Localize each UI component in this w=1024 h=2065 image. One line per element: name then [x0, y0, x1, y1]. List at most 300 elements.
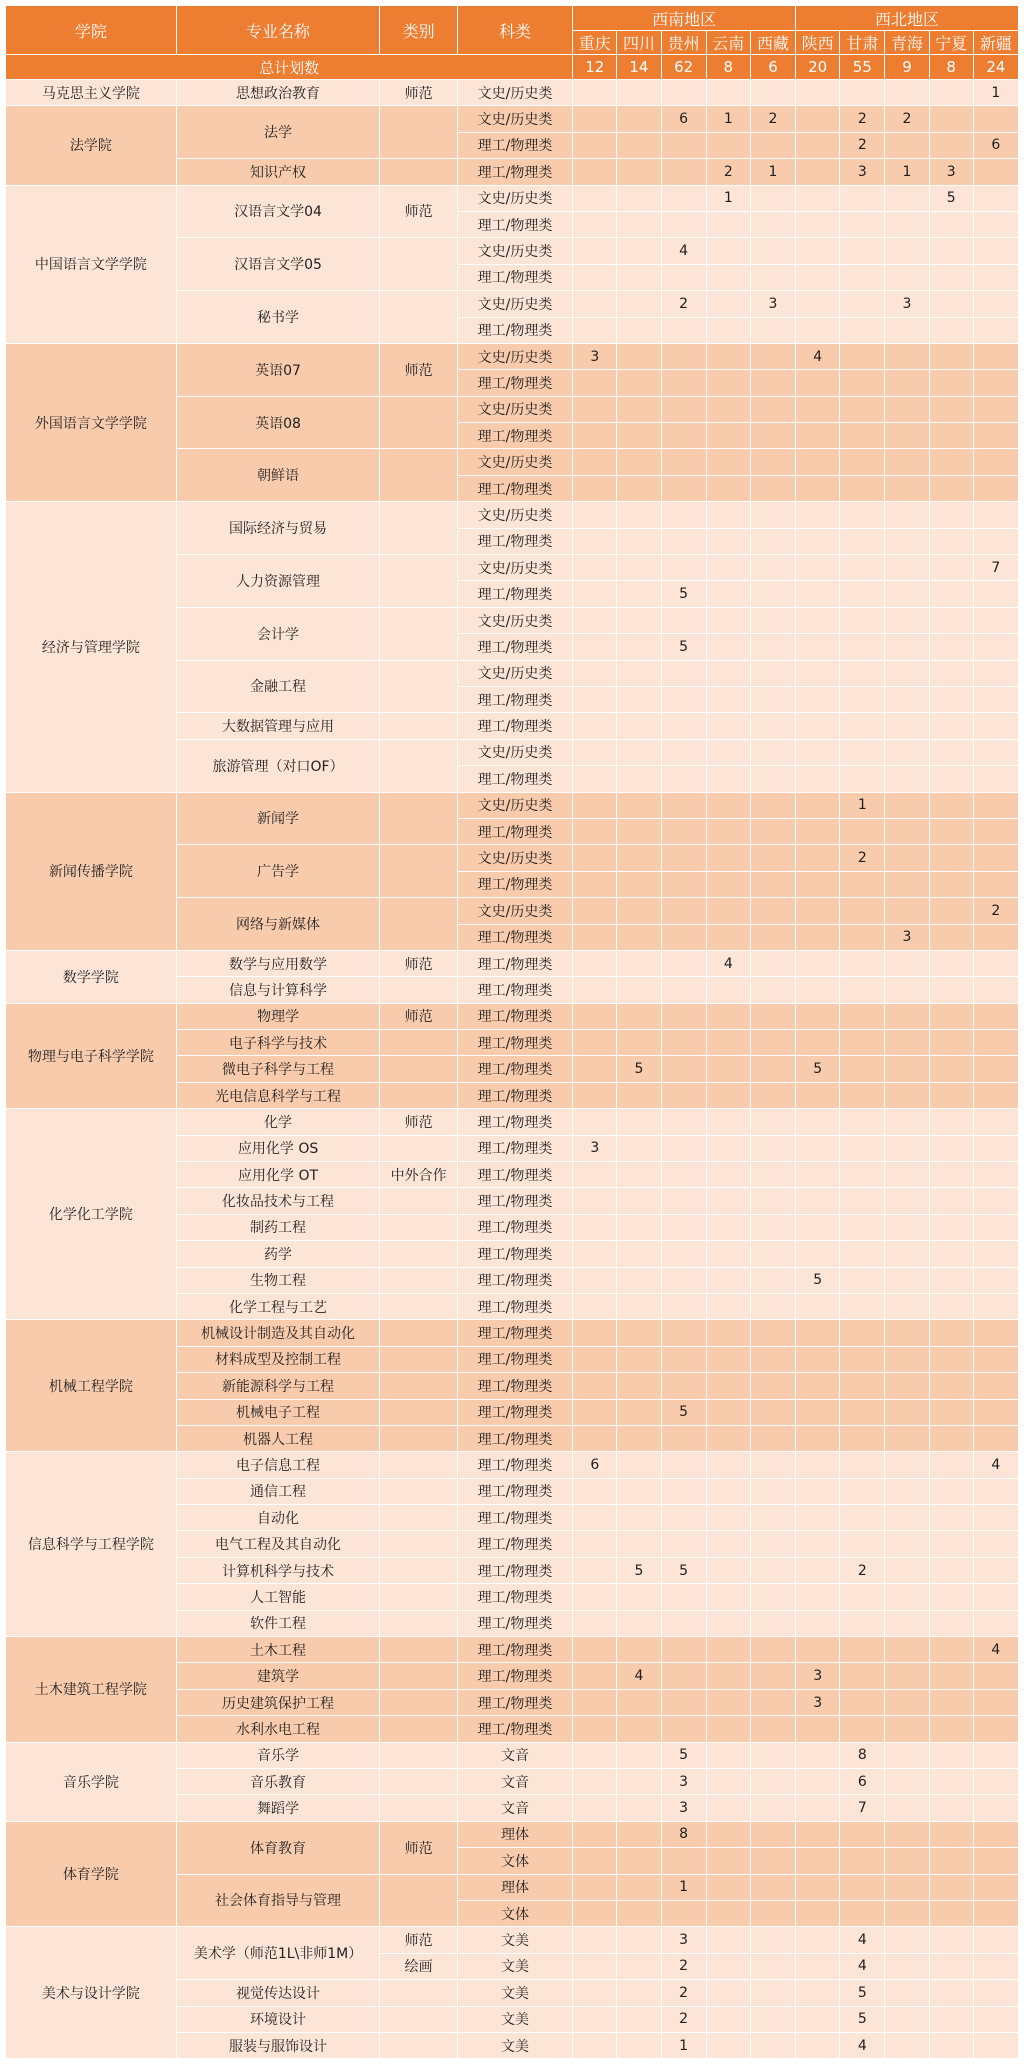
quota-cell: [750, 1716, 795, 1742]
category-cell: [380, 1610, 457, 1636]
quota-cell: [706, 1689, 750, 1715]
quota-cell: [617, 159, 661, 185]
quota-cell: [973, 317, 1018, 343]
quota-cell: [706, 291, 750, 317]
quota-cell: [973, 185, 1018, 211]
quota-cell: [885, 1293, 929, 1319]
subject-cell: 理工/物理类: [457, 1214, 572, 1240]
quota-cell: [796, 1082, 840, 1108]
quota-cell: [617, 1953, 661, 1979]
quota-cell: [617, 1478, 661, 1504]
major-name-cell: 机械设计制造及其自动化: [176, 1320, 380, 1346]
quota-cell: [973, 106, 1018, 132]
quota-cell: [929, 423, 973, 449]
quota-cell: 3: [573, 343, 617, 369]
quota-cell: [929, 1293, 973, 1319]
quota-cell: [573, 1030, 617, 1056]
college-name-cell: 新闻传播学院: [6, 792, 177, 950]
quota-cell: [573, 132, 617, 158]
quota-cell: [706, 871, 750, 897]
quota-cell: [706, 396, 750, 422]
quota-cell: 3: [885, 924, 929, 950]
quota-cell: [573, 528, 617, 554]
subject-cell: 文史/历史类: [457, 106, 572, 132]
quota-cell: [750, 1900, 795, 1926]
quota-cell: [840, 555, 885, 581]
quota-cell: [661, 555, 706, 581]
quota-cell: 6: [573, 1452, 617, 1478]
quota-cell: [573, 238, 617, 264]
quota-cell: [973, 581, 1018, 607]
quota-cell: [885, 1056, 929, 1082]
table-row: [6, 1320, 1019, 1346]
quota-cell: 5: [796, 1267, 840, 1293]
quota-cell: [617, 291, 661, 317]
category-cell: [380, 1452, 457, 1478]
college-header: 学院: [6, 6, 177, 55]
major-name-cell: 数学与应用数学: [176, 950, 380, 976]
quota-cell: [661, 211, 706, 237]
quota-cell: [750, 713, 795, 739]
subject-cell: 理工/物理类: [457, 1663, 572, 1689]
subject-cell: 理工/物理类: [457, 370, 572, 396]
quota-cell: [973, 1373, 1018, 1399]
category-cell: [380, 1795, 457, 1821]
subject-cell: 理工/物理类: [457, 475, 572, 501]
quota-cell: 3: [796, 1689, 840, 1715]
college-name-cell: 中国语言文学学院: [6, 185, 177, 343]
quota-cell: [573, 1003, 617, 1029]
major-name-cell: 知识产权: [176, 159, 380, 185]
quota-cell: [661, 898, 706, 924]
category-cell: [380, 396, 457, 449]
major-name-cell: 音乐教育: [176, 1769, 380, 1795]
quota-cell: [617, 1214, 661, 1240]
quota-cell: [573, 1188, 617, 1214]
subject-cell: 理工/物理类: [457, 686, 572, 712]
total-value: 12: [573, 55, 617, 80]
quota-cell: [885, 317, 929, 343]
quota-cell: [706, 1742, 750, 1768]
quota-cell: [661, 1373, 706, 1399]
quota-cell: [840, 1900, 885, 1926]
quota-cell: [796, 1452, 840, 1478]
quota-cell: [661, 1452, 706, 1478]
quota-cell: [573, 1716, 617, 1742]
quota-cell: [796, 132, 840, 158]
quota-cell: [661, 1531, 706, 1557]
quota-cell: [750, 1293, 795, 1319]
quota-cell: [661, 396, 706, 422]
quota-cell: [661, 1030, 706, 1056]
quota-cell: [796, 370, 840, 396]
quota-cell: [706, 686, 750, 712]
quota-cell: [706, 581, 750, 607]
category-cell: [380, 739, 457, 792]
quota-cell: [885, 792, 929, 818]
quota-cell: 4: [973, 1637, 1018, 1663]
quota-cell: [706, 898, 750, 924]
quota-cell: [706, 238, 750, 264]
quota-cell: 5: [661, 634, 706, 660]
quota-cell: 2: [840, 845, 885, 871]
quota-cell: [706, 502, 750, 528]
quota-cell: [573, 1241, 617, 1267]
quota-cell: [796, 1900, 840, 1926]
quota-cell: 1: [750, 159, 795, 185]
category-cell: [380, 159, 457, 185]
major-name-cell: 国际经济与贸易: [176, 502, 380, 555]
quota-cell: [750, 792, 795, 818]
category-cell: 师范: [380, 185, 457, 238]
quota-cell: 2: [661, 1980, 706, 2006]
quota-cell: [706, 1214, 750, 1240]
quota-cell: [973, 1821, 1018, 1847]
quota-cell: [885, 1716, 929, 1742]
quota-cell: 7: [973, 555, 1018, 581]
quota-cell: [573, 1214, 617, 1240]
quota-cell: [573, 1900, 617, 1926]
category-header: 类别: [380, 6, 457, 55]
table-row: [6, 1003, 1019, 1029]
quota-cell: [929, 106, 973, 132]
quota-cell: [573, 660, 617, 686]
quota-cell: [661, 1188, 706, 1214]
quota-cell: [929, 818, 973, 844]
quota-cell: [929, 449, 973, 475]
quota-cell: [929, 264, 973, 290]
quota-cell: [796, 1425, 840, 1451]
quota-cell: [885, 1162, 929, 1188]
quota-cell: [617, 924, 661, 950]
quota-cell: [661, 1135, 706, 1161]
quota-cell: [929, 845, 973, 871]
quota-cell: [617, 343, 661, 369]
quota-cell: [661, 871, 706, 897]
major-name-cell: 化学工程与工艺: [176, 1293, 380, 1319]
quota-cell: [796, 106, 840, 132]
quota-cell: [750, 977, 795, 1003]
quota-cell: [617, 370, 661, 396]
quota-cell: [617, 502, 661, 528]
quota-cell: 3: [796, 1663, 840, 1689]
quota-cell: [706, 1874, 750, 1900]
quota-cell: 4: [840, 2032, 885, 2058]
quota-cell: [617, 396, 661, 422]
college-name-cell: 化学化工学院: [6, 1109, 177, 1320]
quota-cell: [706, 1505, 750, 1531]
quota-cell: [796, 739, 840, 765]
quota-cell: [885, 1267, 929, 1293]
quota-cell: [617, 1531, 661, 1557]
category-cell: [380, 1769, 457, 1795]
southwest-region-header: 西南地区: [573, 6, 796, 31]
subject-cell: 理工/物理类: [457, 1162, 572, 1188]
quota-cell: [573, 1399, 617, 1425]
college-name-cell: 音乐学院: [6, 1742, 177, 1821]
quota-cell: [796, 1505, 840, 1531]
major-name-cell: 化妆品技术与工程: [176, 1188, 380, 1214]
quota-cell: [929, 977, 973, 1003]
major-name-cell: 汉语言文学04: [176, 185, 380, 238]
quota-cell: [796, 1637, 840, 1663]
category-cell: [380, 291, 457, 344]
quota-cell: [750, 1689, 795, 1715]
quota-cell: [661, 1320, 706, 1346]
quota-cell: 5: [617, 1557, 661, 1583]
quota-cell: [617, 1980, 661, 2006]
quota-cell: [750, 449, 795, 475]
major-name-cell: 人力资源管理: [176, 555, 380, 608]
quota-cell: [706, 1082, 750, 1108]
quota-cell: [929, 581, 973, 607]
quota-cell: [750, 264, 795, 290]
quota-cell: [661, 950, 706, 976]
quota-cell: [885, 1900, 929, 1926]
quota-cell: [929, 898, 973, 924]
college-name-cell: 马克思主义学院: [6, 80, 177, 106]
major-name-cell: 思想政治教育: [176, 80, 380, 106]
quota-cell: 3: [661, 1769, 706, 1795]
quota-cell: [796, 475, 840, 501]
quota-cell: [617, 1584, 661, 1610]
quota-cell: [661, 1637, 706, 1663]
category-cell: [380, 1478, 457, 1504]
quota-cell: [840, 1505, 885, 1531]
quota-cell: [573, 396, 617, 422]
subject-cell: 理工/物理类: [457, 1030, 572, 1056]
category-cell: [380, 449, 457, 502]
quota-cell: [973, 1162, 1018, 1188]
quota-cell: [750, 1584, 795, 1610]
quota-cell: [750, 660, 795, 686]
quota-cell: [706, 660, 750, 686]
quota-cell: [750, 1162, 795, 1188]
quota-cell: [929, 132, 973, 158]
quota-cell: [840, 818, 885, 844]
quota-cell: [573, 555, 617, 581]
quota-cell: [929, 713, 973, 739]
quota-cell: [661, 264, 706, 290]
quota-cell: [929, 555, 973, 581]
quota-cell: [973, 1689, 1018, 1715]
quota-cell: [573, 1584, 617, 1610]
subject-cell: 文史/历史类: [457, 343, 572, 369]
category-cell: [380, 1135, 457, 1161]
quota-cell: [750, 1848, 795, 1874]
quota-cell: [706, 1293, 750, 1319]
major-name-cell: 土木工程: [176, 1637, 380, 1663]
quota-cell: [617, 555, 661, 581]
quota-cell: [973, 924, 1018, 950]
category-cell: [380, 238, 457, 291]
quota-cell: [840, 1188, 885, 1214]
quota-cell: 1: [661, 1874, 706, 1900]
quota-cell: [840, 343, 885, 369]
major-name-cell: 信息与计算科学: [176, 977, 380, 1003]
quota-cell: [573, 607, 617, 633]
quota-cell: [840, 80, 885, 106]
quota-cell: [885, 739, 929, 765]
quota-cell: [885, 1135, 929, 1161]
total-value: 55: [840, 55, 885, 80]
quota-cell: 5: [840, 2006, 885, 2032]
quota-cell: [929, 502, 973, 528]
quota-cell: [929, 211, 973, 237]
quota-cell: [796, 1821, 840, 1847]
quota-cell: [973, 502, 1018, 528]
quota-cell: [796, 291, 840, 317]
quota-cell: [573, 1293, 617, 1319]
header-row: [6, 6, 1019, 31]
quota-cell: [617, 1399, 661, 1425]
quota-cell: [573, 1637, 617, 1663]
quota-cell: [885, 1373, 929, 1399]
quota-cell: [840, 1030, 885, 1056]
quota-cell: [840, 1531, 885, 1557]
quota-cell: [573, 2006, 617, 2032]
quota-cell: [706, 1900, 750, 1926]
quota-cell: [661, 317, 706, 343]
quota-cell: [617, 1373, 661, 1399]
province-header: 四川: [617, 31, 661, 55]
subject-cell: 文美: [457, 1953, 572, 1979]
quota-cell: [796, 1346, 840, 1372]
quota-cell: [750, 475, 795, 501]
total-value: 14: [617, 55, 661, 80]
quota-cell: [840, 475, 885, 501]
subject-cell: 理工/物理类: [457, 1188, 572, 1214]
quota-cell: [750, 1927, 795, 1953]
major-name-cell: 电气工程及其自动化: [176, 1531, 380, 1557]
quota-cell: [661, 845, 706, 871]
quota-cell: [661, 977, 706, 1003]
quota-cell: 4: [840, 1927, 885, 1953]
quota-cell: [796, 528, 840, 554]
quota-cell: [573, 792, 617, 818]
quota-cell: [796, 159, 840, 185]
subject-cell: 文史/历史类: [457, 238, 572, 264]
quota-cell: [617, 898, 661, 924]
quota-cell: [706, 1346, 750, 1372]
major-name-cell: 服装与服饰设计: [176, 2032, 380, 2058]
quota-cell: [750, 1030, 795, 1056]
subject-cell: 文史/历史类: [457, 607, 572, 633]
quota-cell: [573, 1610, 617, 1636]
quota-cell: [796, 396, 840, 422]
quota-cell: [885, 634, 929, 660]
quota-cell: 3: [929, 159, 973, 185]
quota-cell: [661, 343, 706, 369]
category-cell: [380, 1531, 457, 1557]
quota-cell: [973, 1030, 1018, 1056]
quota-cell: [573, 370, 617, 396]
quota-cell: [885, 1637, 929, 1663]
major-name-cell: 法学: [176, 106, 380, 159]
quota-cell: [885, 211, 929, 237]
quota-cell: [750, 80, 795, 106]
quota-cell: [973, 634, 1018, 660]
quota-cell: [617, 1637, 661, 1663]
quota-cell: [929, 1742, 973, 1768]
major-name-cell: 历史建筑保护工程: [176, 1689, 380, 1715]
quota-cell: [796, 818, 840, 844]
category-cell: [380, 555, 457, 608]
category-cell: [380, 607, 457, 660]
quota-cell: [973, 1716, 1018, 1742]
quota-cell: [796, 423, 840, 449]
quota-cell: [885, 502, 929, 528]
quota-cell: [840, 871, 885, 897]
quota-cell: [929, 924, 973, 950]
quota-cell: [840, 766, 885, 792]
category-cell: [380, 713, 457, 739]
subject-cell: 理体: [457, 1821, 572, 1847]
major-name-cell: 环境设计: [176, 2006, 380, 2032]
major-name-cell: 会计学: [176, 607, 380, 660]
quota-cell: [796, 1241, 840, 1267]
quota-cell: [750, 1267, 795, 1293]
college-name-cell: 体育学院: [6, 1821, 177, 1927]
subject-cell: 理工/物理类: [457, 211, 572, 237]
total-value: 62: [661, 55, 706, 80]
quota-cell: [617, 1162, 661, 1188]
subject-cell: 理工/物理类: [457, 1135, 572, 1161]
quota-cell: [929, 739, 973, 765]
quota-cell: [706, 1030, 750, 1056]
quota-cell: 4: [973, 1452, 1018, 1478]
subject-cell: 文体: [457, 1900, 572, 1926]
quota-cell: [706, 1452, 750, 1478]
quota-cell: [617, 1848, 661, 1874]
quota-cell: [796, 1399, 840, 1425]
quota-cell: [840, 1373, 885, 1399]
category-cell: [380, 106, 457, 159]
quota-cell: [706, 1980, 750, 2006]
quota-cell: [617, 845, 661, 871]
quota-cell: 3: [661, 1927, 706, 1953]
quota-cell: [885, 950, 929, 976]
quota-cell: [750, 211, 795, 237]
quota-cell: [617, 818, 661, 844]
quota-cell: [706, 1425, 750, 1451]
quota-cell: 6: [840, 1769, 885, 1795]
quota-cell: [796, 1531, 840, 1557]
quota-cell: [573, 1821, 617, 1847]
quota-cell: [885, 1003, 929, 1029]
total-row: [6, 55, 1019, 80]
quota-cell: [929, 1689, 973, 1715]
total-value: 8: [706, 55, 750, 80]
quota-cell: [885, 185, 929, 211]
quota-cell: [573, 581, 617, 607]
quota-cell: [750, 924, 795, 950]
quota-cell: [840, 977, 885, 1003]
quota-cell: 2: [885, 106, 929, 132]
category-cell: 师范: [380, 1927, 457, 1953]
quota-cell: [885, 1663, 929, 1689]
northwest-region-header: 西北地区: [796, 6, 1019, 31]
category-cell: 师范: [380, 80, 457, 106]
quota-cell: [840, 1346, 885, 1372]
quota-cell: [661, 159, 706, 185]
quota-cell: [973, 370, 1018, 396]
quota-cell: [706, 1584, 750, 1610]
quota-cell: 5: [661, 581, 706, 607]
province-header: 贵州: [661, 31, 706, 55]
quota-cell: [885, 1769, 929, 1795]
quota-cell: [840, 660, 885, 686]
